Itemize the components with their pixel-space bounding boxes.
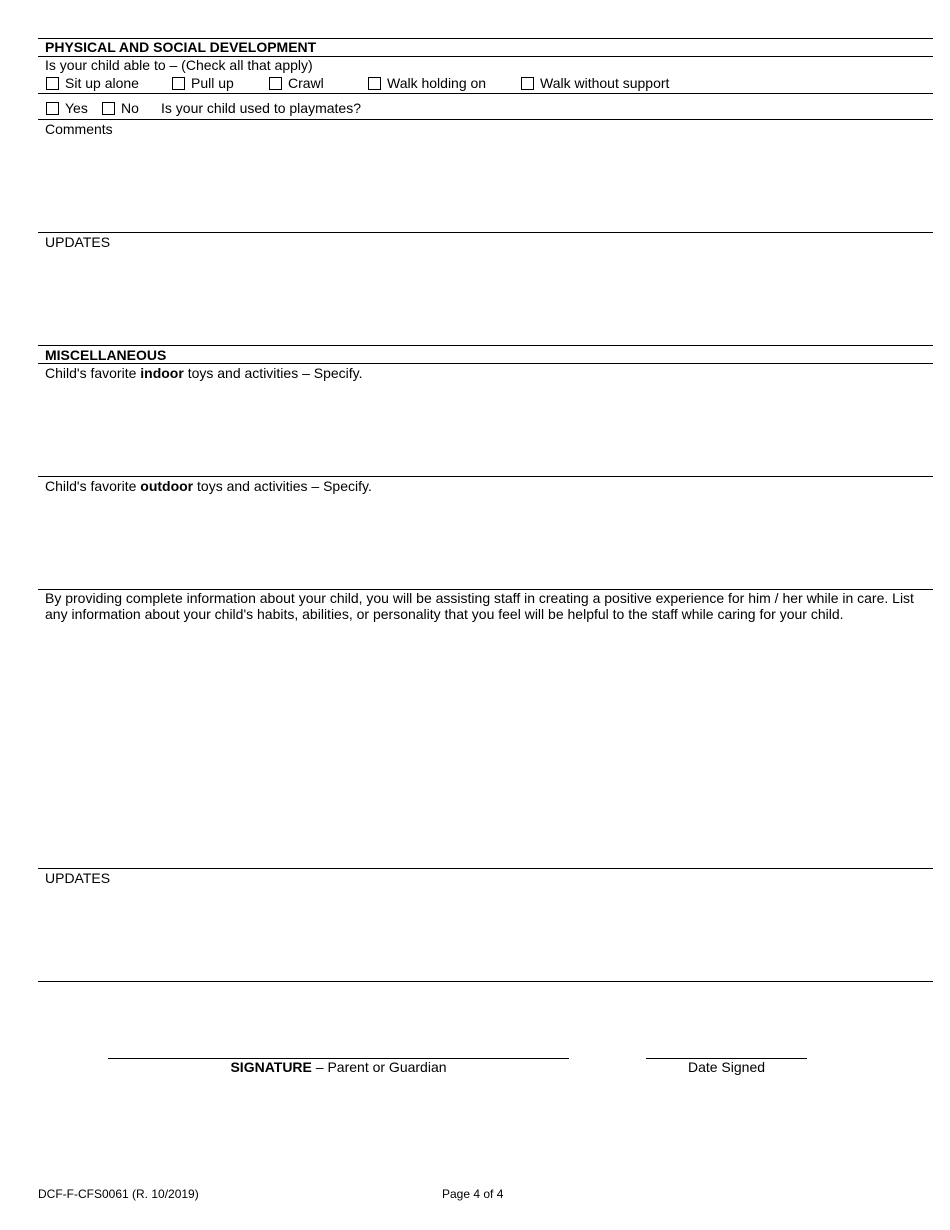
info-rule xyxy=(38,868,933,869)
checkbox-box[interactable] xyxy=(46,77,59,90)
checkbox-label: Crawl xyxy=(288,75,324,91)
checkbox-label: Sit up alone xyxy=(65,75,139,91)
child-info-field[interactable] xyxy=(38,625,933,865)
playmates-rule xyxy=(38,119,933,120)
checkbox-box[interactable] xyxy=(172,77,185,90)
abilities-question: Is your child able to – (Check all that apply) xyxy=(45,57,313,73)
checkbox-walk-without-support[interactable] xyxy=(521,75,669,91)
misc-top-rule xyxy=(38,345,933,346)
indoor-toys-field[interactable] xyxy=(38,382,933,474)
checkbox-crawl[interactable] xyxy=(269,75,324,91)
physical-updates-field[interactable] xyxy=(38,251,933,343)
comments-field[interactable] xyxy=(38,138,933,230)
misc-title-rule xyxy=(38,363,933,364)
comments-label: Comments xyxy=(45,121,113,137)
signature-label: SIGNATURE – Parent or Guardian xyxy=(230,1059,447,1075)
child-info-instructions: By providing complete information about your child, you will be assisting staff in creating a positive experience for him / her while in care. List any information about your child's habits, abilities, or personality that you feel will be helpful to the staff while caring for your child. xyxy=(45,590,914,622)
checkbox-label: Pull up xyxy=(191,75,234,91)
physical-section-title: PHYSICAL AND SOCIAL DEVELOPMENT xyxy=(45,39,317,55)
checkbox-box[interactable] xyxy=(368,77,381,90)
checkbox-label: Walk holding on xyxy=(387,75,487,91)
checkbox-pull-up[interactable] xyxy=(172,75,234,91)
playmates-question: Is your child used to playmates? xyxy=(161,100,361,116)
checkbox-box[interactable] xyxy=(102,102,115,115)
comments-rule xyxy=(38,232,933,233)
outdoor-toys-label: Child's favorite outdoor toys and activities – Specify. xyxy=(45,478,372,494)
checkbox-label: Yes xyxy=(65,100,88,116)
misc-section-title: MISCELLANEOUS xyxy=(45,347,167,363)
checkbox-sit-up-alone[interactable] xyxy=(46,75,139,91)
checkbox-box[interactable] xyxy=(269,77,282,90)
misc-updates-field[interactable] xyxy=(38,887,933,979)
misc-updates-label: UPDATES xyxy=(45,870,111,886)
checkbox-box[interactable] xyxy=(521,77,534,90)
updates-label: UPDATES xyxy=(45,234,111,250)
checkbox-label: No xyxy=(121,100,139,116)
date-signed-label: Date Signed xyxy=(687,1059,766,1075)
indoor-rule xyxy=(38,476,933,477)
checkbox-label: Walk without support xyxy=(540,75,670,91)
indoor-toys-label: Child's favorite indoor toys and activities – Specify. xyxy=(45,365,363,381)
checkbox-playmates-no[interactable] xyxy=(102,100,139,116)
bottom-rule xyxy=(38,981,933,982)
page-number: Page 4 of 4 xyxy=(442,1187,504,1201)
checkbox-playmates-yes[interactable] xyxy=(46,100,88,116)
checkbox-box[interactable] xyxy=(46,102,59,115)
abilities-rule xyxy=(38,93,933,94)
outdoor-toys-field[interactable] xyxy=(38,495,933,587)
checkbox-walk-holding-on[interactable] xyxy=(368,75,486,91)
form-id: DCF-F-CFS0061 (R. 10/2019) xyxy=(38,1187,199,1201)
